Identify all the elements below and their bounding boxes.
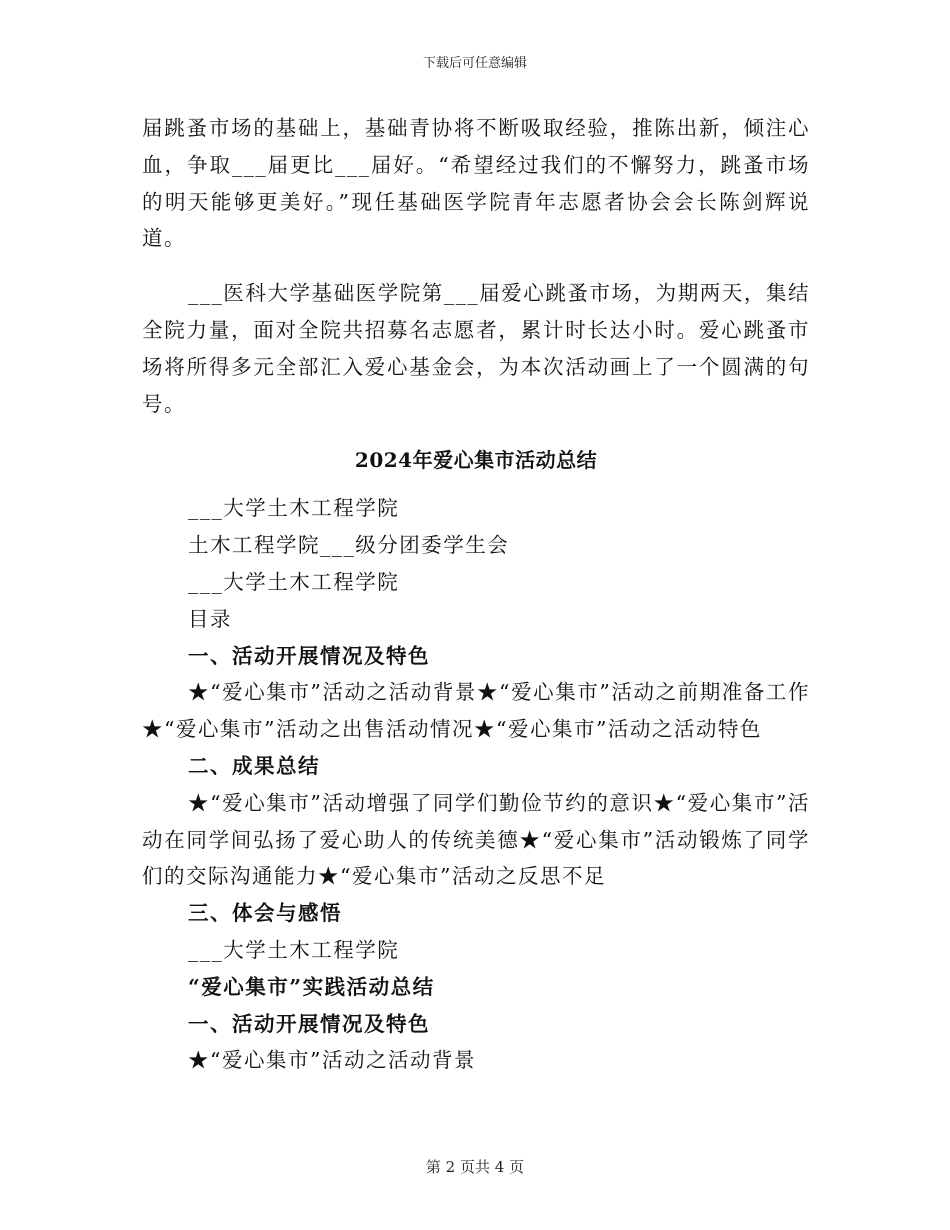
document-body bbox=[142, 110, 810, 1079]
toc-label: 目录 bbox=[188, 606, 232, 631]
section-body-1: ★“爱心集市”活动之活动背景★“爱心集市”活动之前期准备工作★“爱心集市”活动之出售活动情况★“爱心集市”活动之活动特色 bbox=[142, 680, 810, 742]
page-footer: 第 2 页共 4 页 bbox=[425, 1158, 525, 1176]
organizer-line: 土木工程学院___级分团委学生会 bbox=[188, 533, 510, 558]
document-title: 2024年爱心集市活动总结 bbox=[354, 448, 598, 473]
organization-line: ___大学土木工程学院 bbox=[188, 496, 400, 521]
section-body-4: ★“爱心集市”活动之活动背景 bbox=[188, 1048, 476, 1073]
organization-line-2: ___大学土木工程学院 bbox=[188, 569, 400, 594]
paragraph-flea-market-closing: 届跳蚤市场的基础上，基础青协将不断吸取经验，推陈出新，倾注心血，争取___届更比___届好。“希望经过我们的不懈努力，跳蚤市场的明天能够更美好。”现任基础医学院青年志愿者协会会长陈剑辉说道。 bbox=[142, 116, 810, 251]
section-heading-2: 二、成果总结 bbox=[188, 753, 320, 778]
section-heading-4: 一、活动开展情况及特色 bbox=[188, 1011, 430, 1036]
page-header: 下载后可任意编辑 bbox=[422, 56, 527, 71]
organization-line-3: ___大学土木工程学院 bbox=[188, 937, 400, 962]
section-body-2: ★“爱心集市”活动增强了同学们勤俭节约的意识★“爱心集市”活动在同学间弘扬了爱心助人的传统美德★“爱心集市”活动锻炼了同学们的交际沟通能力★“爱心集市”活动之反思不足 bbox=[142, 790, 810, 889]
practice-summary-heading: “爱心集市”实践活动总结 bbox=[188, 974, 435, 999]
section-heading-3: 三、体会与感悟 bbox=[188, 901, 342, 926]
section-heading-1: 一、活动开展情况及特色 bbox=[188, 643, 430, 668]
paragraph-flea-market-summary: ___医科大学基础医学院第___届爱心跳蚤市场，为期两天，集结全院力量，面对全院共招募名志愿者，累计时长达小时。爱心跳蚤市场将所得多元全部汇入爱心基金会，为本次活动画上了一个圆满的句号。 bbox=[142, 281, 810, 416]
